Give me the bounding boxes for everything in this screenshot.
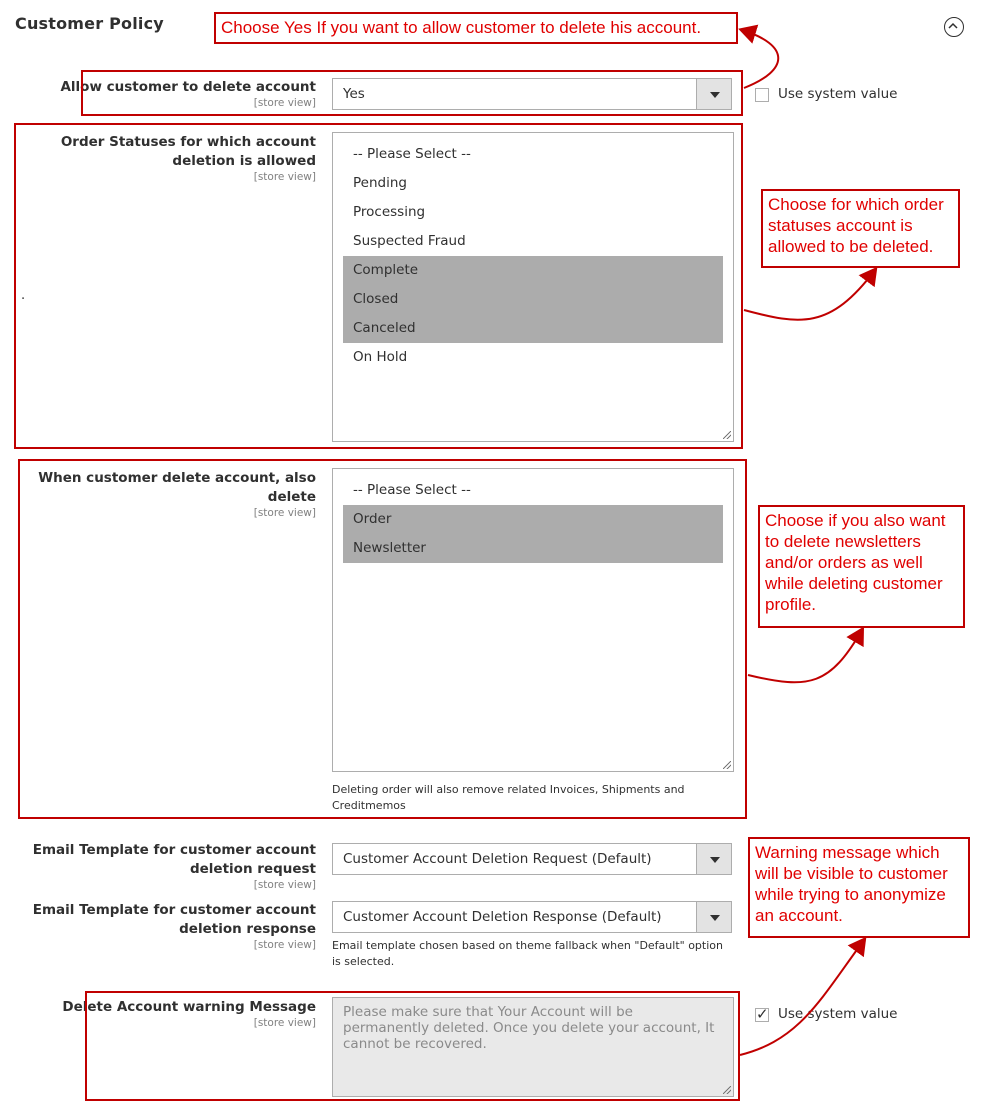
callout-also-delete: Choose if you also want to delete newsletters and/or orders as well while deleting customer profile. xyxy=(758,505,965,628)
also-delete-label: When customer delete account, also delete [store view] xyxy=(38,470,316,519)
warning-use-system-label: Use system value xyxy=(778,1006,898,1022)
email-request-label: Email Template for customer account deletion request [store view] xyxy=(32,842,316,891)
stray-mark: . xyxy=(21,288,26,303)
option-complete[interactable]: Complete xyxy=(343,256,723,285)
warning-message-label: Delete Account warning Message [store view] xyxy=(62,999,316,1029)
callout-statuses: Choose for which order statuses account is allowed to be deleted. xyxy=(761,189,960,268)
order-statuses-label: Order Statuses for which account deletion is allowed [store view] xyxy=(60,134,316,183)
arrow-allow xyxy=(742,30,778,88)
option-pending[interactable]: Pending xyxy=(353,175,407,191)
option-processing[interactable]: Processing xyxy=(353,204,426,220)
allow-delete-use-system-label: Use system value xyxy=(778,86,898,102)
option-closed[interactable]: Closed xyxy=(343,285,723,314)
arrow-also-delete xyxy=(748,630,862,682)
also-delete-note: Deleting order will also remove related Invoices, Shipments and Creditmemos xyxy=(332,783,685,812)
allow-delete-select[interactable]: Yes xyxy=(332,78,732,110)
allow-delete-label: Allow customer to delete account [store view] xyxy=(60,79,316,109)
option-order[interactable]: Order xyxy=(343,505,723,534)
warning-message-textarea[interactable]: Please make sure that Your Account will be permanently deleted. Once you delete your account, It cannot be recovered. xyxy=(332,997,734,1097)
callout-warning: Warning message which will be visible to customer while trying to anonymize an account. xyxy=(748,837,970,938)
option-please-select[interactable]: -- Please Select -- xyxy=(353,146,471,162)
option-newsletter[interactable]: Newsletter xyxy=(343,534,723,563)
option-please-select[interactable]: -- Please Select -- xyxy=(353,482,471,498)
email-response-label: Email Template for customer account deletion response [store view] xyxy=(32,902,316,951)
email-request-select[interactable]: Customer Account Deletion Request (Default) xyxy=(332,843,732,875)
email-response-note: Email template chosen based on theme fallback when "Default" option is selected. xyxy=(332,939,723,968)
arrow-statuses xyxy=(744,270,875,320)
email-response-select[interactable]: Customer Account Deletion Response (Default) xyxy=(332,901,732,933)
section-title: Customer Policy xyxy=(15,14,164,33)
callout-allow: Choose Yes If you want to allow customer to delete his account. xyxy=(214,12,738,44)
arrow-warning xyxy=(740,940,864,1055)
option-suspected-fraud[interactable]: Suspected Fraud xyxy=(353,233,466,249)
option-canceled[interactable]: Canceled xyxy=(343,314,723,343)
option-on-hold[interactable]: On Hold xyxy=(353,349,408,365)
